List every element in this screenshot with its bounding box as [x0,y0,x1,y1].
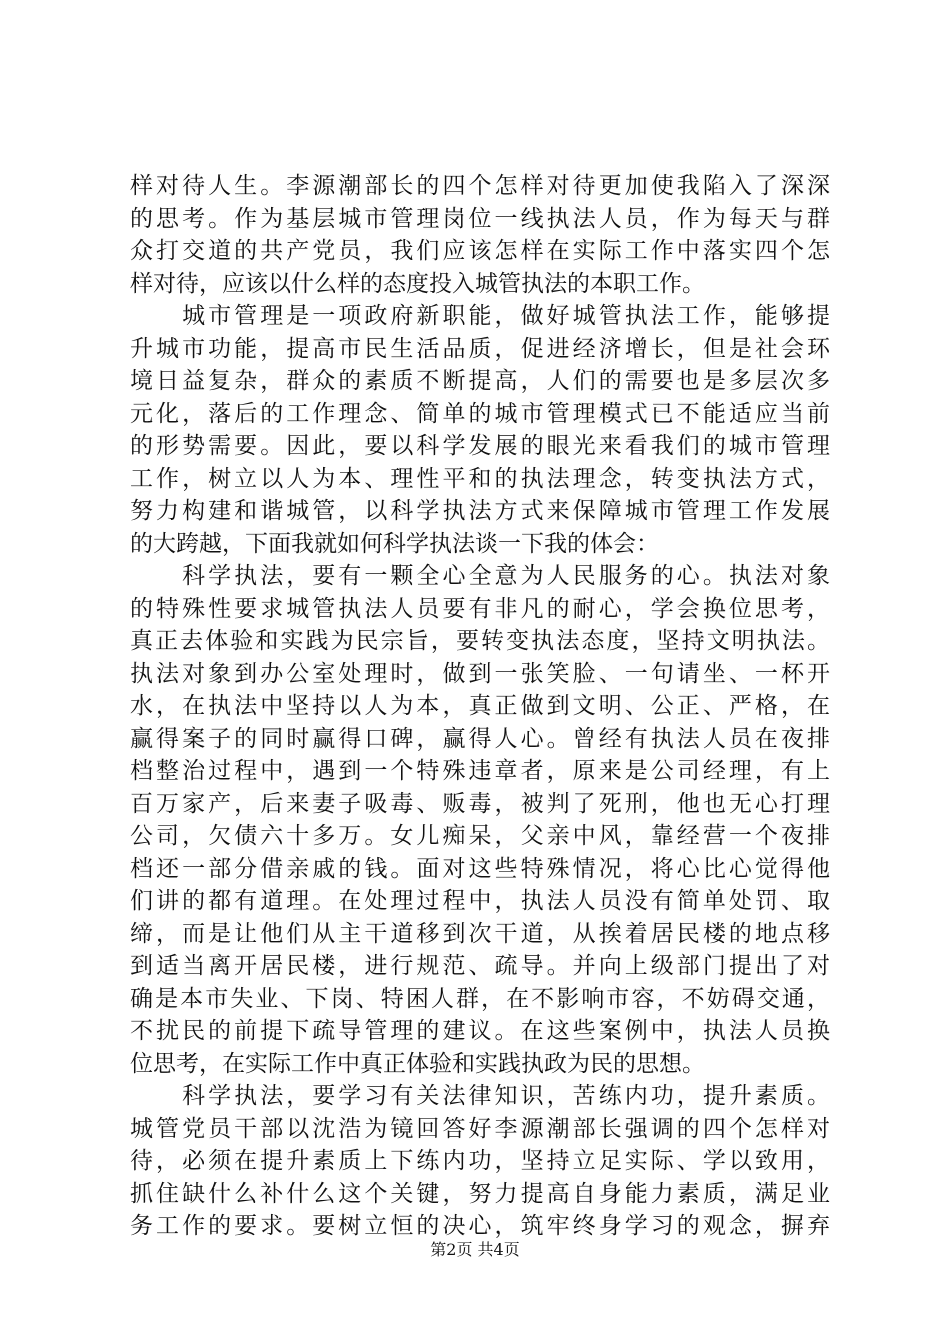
text-line: 科学执法，要有一颗全心全意为人民服务的心。执法对象 [130,563,830,589]
text-line: 真正去体验和实践为民宗旨，要转变执法态度，坚持文明执法。 [130,628,830,654]
text-line: 抓住缺什么补什么这个关键，努力提高自身能力素质，满足业 [130,1180,830,1207]
text-line: 不扰民的前提下疏导管理的建议。在这些案例中，执法人员换 [130,1018,830,1044]
text-line: 境日益复杂，群众的素质不断提高，人们的需要也是多层次多 [130,368,830,394]
text-line: 样对待人生。李源潮部长的四个怎样对待更加使我陷入了深深 [130,173,830,199]
text-line: 工作，树立以人为本、理性平和的执法理念，转变执法方式， [130,465,830,492]
text-line: 缔，而是让他们从主干道移到次干道，从挨着居民楼的地点移 [130,920,830,947]
text-line: 众打交道的共产党员，我们应该怎样在实际工作中落实四个怎 [130,238,830,264]
text-line: 的特殊性要求城管执法人员要有非凡的耐心，学会换位思考， [130,595,830,622]
text-line: 努力构建和谐城管，以科学执法方式来保障城市管理工作发展 [130,498,830,524]
text-line: 赢得案子的同时赢得口碑，赢得人心。曾经有执法人员在夜排 [130,725,830,752]
text-line: 科学执法，要学习有关法律知识，苦练内功，提升素质。 [130,1083,830,1109]
page-footer: 第2页 共4页 [430,1240,520,1259]
text-line: 们讲的都有道理。在处理过程中，执法人员没有简单处罚、取 [130,888,830,914]
text-line: 档整治过程中，遇到一个特殊违章者，原来是公司经理，有上 [130,758,830,784]
text-line: 确是本市失业、下岗、特困人群，在不影响市容，不妨碍交通， [130,985,830,1012]
text-line: 升城市功能，提高市民生活品质，促进经济增长，但是社会环 [130,335,830,362]
text-line: 公司，欠债六十多万。女儿痴呆，父亲中风，靠经营一个夜排 [130,823,830,849]
text-line: 水，在执法中坚持以人为本，真正做到文明、公正、严格，在 [130,693,830,719]
text-line: 执法对象到办公室处理时，做到一张笑脸、一句请坐、一杯开 [130,660,830,687]
text-line: 城管党员干部以沈浩为镜回答好李源潮部长强调的四个怎样对 [130,1115,830,1142]
text-line: 的大跨越，下面我就如何科学执法谈一下我的体会： [130,530,659,557]
text-line: 元化，落后的工作理念、简单的城市管理模式已不能适应当前 [130,400,830,427]
text-line: 的思考。作为基层城市管理岗位一线执法人员，作为每天与群 [130,205,830,232]
document-body [130,170,830,1243]
text-line: 城市管理是一项政府新职能，做好城管执法工作，能够提 [130,303,830,329]
text-line: 位思考，在实际工作中真正体验和实践执政为民的思想。 [130,1050,705,1077]
text-line: 到适当离开居民楼，进行规范、疏导。并向上级部门提出了对 [130,953,830,979]
text-line: 务工作的要求。要树立恒的决心，筑牢终身学习的观念，摒弃 [130,1213,830,1239]
text-line: 档还一部分借亲戚的钱。面对这些特殊情况，将心比心觉得他 [130,855,830,882]
text-line: 百万家产，后来妻子吸毒、贩毒，被判了死刑，他也无心打理 [130,790,830,817]
text-line: 的形势需要。因此，要以科学发展的眼光来看我们的城市管理 [130,433,830,459]
text-line: 待，必须在提升素质上下练内功，坚持立足实际、学以致用， [130,1148,830,1174]
text-line: 样对待，应该以什么样的态度投入城管执法的本职工作。 [130,270,705,297]
